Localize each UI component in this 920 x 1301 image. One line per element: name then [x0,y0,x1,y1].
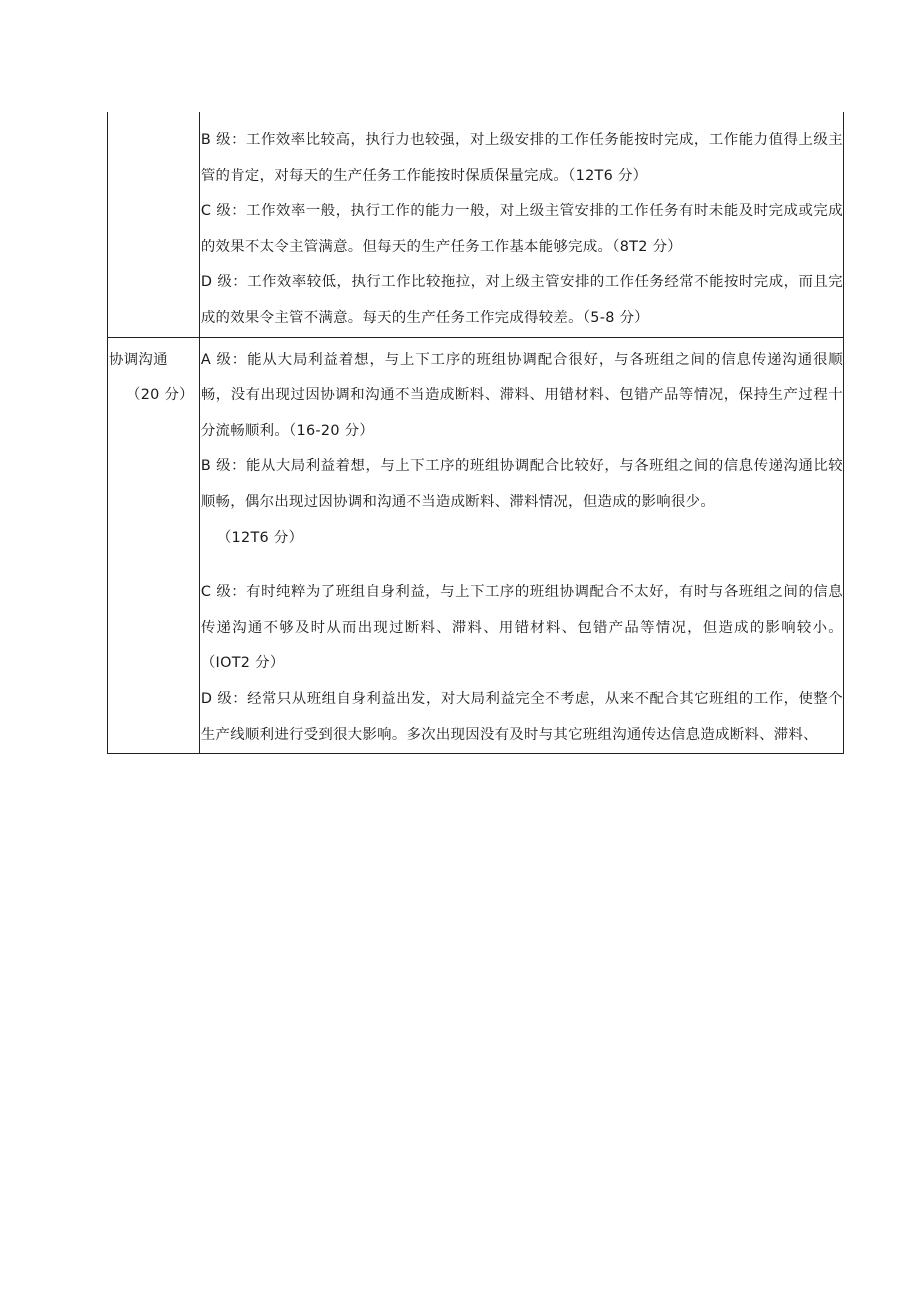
grade-a-paragraph: A 级：能从大局利益着想，与上下工序的班组协调配合很好，与各班组之间的信息传递沟通很顺畅，没有出现过因协调和沟通不当造成断料、滞料、用错材料、包错产品等情况，保持生产过程十分流畅顺利。（16-20 分） [200,351,843,439]
criteria-cell [199,337,843,754]
paragraph-gap [201,556,843,575]
table-row [108,112,844,337]
table-row [108,337,844,754]
grade-b-paragraph: B 级：能从大局利益着想，与上下工序的班组协调配合比较好，与各班组之间的信息传递沟通比较顺畅，偶尔出现过因协调和沟通不当造成断料、滞料情况，但造成的影响很少。 [200,458,843,510]
criteria-text [200,338,843,754]
category-name: 协调沟通 [109,351,168,368]
grade-d-paragraph: D 级：工作效率较低，执行工作比较拖拉，对上级主管安排的工作任务经常不能按时完成，而且完成的效果令主管不满意。每天的生产任务工作完成得较差。（5-8 分） [200,274,843,326]
category-score: （20 分） [126,387,194,404]
grade-d-paragraph: D 级：经常只从班组自身利益出发，对大局利益完全不考虑，从来不配合其它班组的工作，使整个生产线顺利进行受到很大影响。多次出现因没有及时与其它班组沟通传达信息造成断料、滞料、 [200,690,843,743]
category-cell [108,112,200,337]
category-cell [108,337,200,754]
criteria-cell [199,112,843,337]
category-label [108,338,199,414]
criteria-text [200,112,843,337]
grade-c-paragraph: C 级：工作效率一般，执行工作的能力一般，对上级主管安排的工作任务有时未能及时完成或完成的效果不太令主管满意。但每天的生产任务工作基本能够完成。（8T2 分） [200,203,843,255]
grade-c-paragraph: C 级：有时纯粹为了班组自身利益，与上下工序的班组协调配合不太好，有时与各班组之间的信息传递沟通不够及时从而出现过断料、滞料、用错材料、包错产品等情况，但造成的影响较小。（IOT2 分） [200,584,843,672]
grade-b-paragraph: B 级：工作效率比较高，执行力也较强，对上级安排的工作任务能按时完成，工作能力值得上级主管的肯定，对每天的生产任务工作能按时保质保量完成。（12T6 分） [200,132,843,184]
evaluation-table [107,112,844,754]
grade-b-score: （12T6 分） [216,529,304,546]
